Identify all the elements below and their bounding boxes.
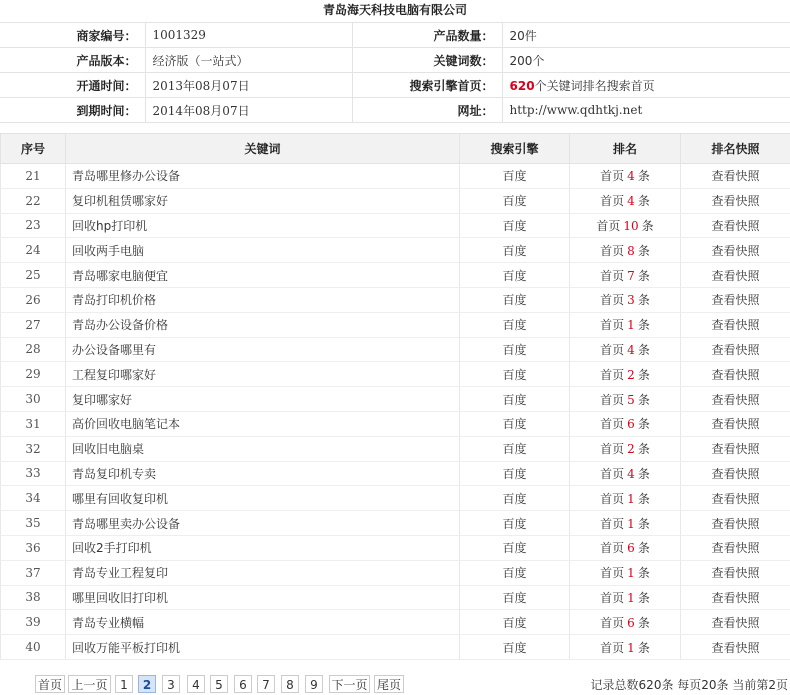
rank-prefix: 首页 xyxy=(600,318,625,333)
col-header-keyword: 关键词 xyxy=(66,134,460,164)
table-row xyxy=(1,635,790,660)
rank-prefix: 首页 xyxy=(596,218,621,233)
table-row xyxy=(1,486,790,511)
row-rank xyxy=(570,535,681,560)
table-row xyxy=(1,387,790,412)
rank-prefix: 首页 xyxy=(600,169,625,184)
row-keyword: 青岛打印机价格 xyxy=(66,287,460,312)
row-engine: 百度 xyxy=(460,461,570,486)
row-engine: 百度 xyxy=(460,610,570,635)
row-keyword: 办公设备哪里有 xyxy=(66,337,460,362)
row-engine: 百度 xyxy=(460,164,570,189)
row-rank xyxy=(570,337,681,362)
rank-count: 6 xyxy=(627,541,635,556)
table-row xyxy=(1,436,790,461)
rank-suffix: 条 xyxy=(637,194,650,209)
view-snapshot-link[interactable]: 查看快照 xyxy=(681,486,790,511)
rank-count: 4 xyxy=(627,342,635,357)
rank-prefix: 首页 xyxy=(600,268,625,283)
rank-count: 6 xyxy=(627,615,635,630)
rank-count: 2 xyxy=(627,442,635,457)
view-snapshot-link[interactable]: 查看快照 xyxy=(681,164,790,189)
rank-prefix: 首页 xyxy=(600,342,625,357)
row-index: 22 xyxy=(1,188,66,213)
rank-suffix: 条 xyxy=(637,541,650,556)
row-keyword: 复印哪家好 xyxy=(66,387,460,412)
rank-count: 1 xyxy=(627,491,635,506)
row-rank xyxy=(570,287,681,312)
col-header-index: 序号 xyxy=(1,134,66,164)
view-snapshot-link[interactable]: 查看快照 xyxy=(681,312,790,337)
rank-suffix: 条 xyxy=(637,417,650,432)
rank-prefix: 首页 xyxy=(600,516,625,531)
rank-suffix: 条 xyxy=(637,466,650,481)
view-snapshot-link[interactable]: 查看快照 xyxy=(681,610,790,635)
search-home-label: 搜索引擎首页： xyxy=(352,73,502,98)
row-keyword: 青岛专业工程复印 xyxy=(66,560,460,585)
rank-count: 1 xyxy=(627,318,635,333)
row-keyword: 青岛哪里卖办公设备 xyxy=(66,511,460,536)
row-rank xyxy=(570,511,681,536)
merchant-id-value: 1001329 xyxy=(145,23,352,48)
row-engine: 百度 xyxy=(460,511,570,536)
row-rank xyxy=(570,635,681,660)
rank-suffix: 条 xyxy=(641,218,654,233)
row-rank xyxy=(570,362,681,387)
website-link[interactable]: http://www.qdhtkj.net xyxy=(502,98,790,123)
rank-count: 3 xyxy=(627,293,635,308)
website-label: 网址： xyxy=(352,98,502,123)
row-engine: 百度 xyxy=(460,387,570,412)
row-engine: 百度 xyxy=(460,362,570,387)
table-row xyxy=(1,461,790,486)
table-row xyxy=(1,585,790,610)
rank-prefix: 首页 xyxy=(600,566,625,581)
merchant-info-table xyxy=(0,22,790,123)
row-rank xyxy=(570,610,681,635)
rank-count: 4 xyxy=(627,466,635,481)
prev-page-button[interactable]: 上一页 xyxy=(68,675,111,693)
row-engine: 百度 xyxy=(460,411,570,436)
row-index: 24 xyxy=(1,238,66,263)
row-index: 29 xyxy=(1,362,66,387)
rank-suffix: 条 xyxy=(637,169,650,184)
row-rank xyxy=(570,411,681,436)
rank-prefix: 首页 xyxy=(600,466,625,481)
table-row xyxy=(1,560,790,585)
page-button-6[interactable]: 6 xyxy=(234,675,252,693)
row-engine: 百度 xyxy=(460,635,570,660)
edition-label: 产品版本： xyxy=(0,48,145,73)
row-engine: 百度 xyxy=(460,238,570,263)
table-row xyxy=(1,337,790,362)
row-keyword: 高价回收电脑笔记本 xyxy=(66,411,460,436)
row-keyword: 回收万能平板打印机 xyxy=(66,635,460,660)
row-keyword: 青岛专业横幅 xyxy=(66,610,460,635)
row-keyword: 哪里回收旧打印机 xyxy=(66,585,460,610)
row-index: 23 xyxy=(1,213,66,238)
rank-suffix: 条 xyxy=(637,342,650,357)
row-index: 26 xyxy=(1,287,66,312)
row-rank xyxy=(570,188,681,213)
row-engine: 百度 xyxy=(460,585,570,610)
page-button-2[interactable]: 2 xyxy=(138,675,156,693)
row-index: 25 xyxy=(1,263,66,288)
row-rank xyxy=(570,387,681,412)
rank-prefix: 首页 xyxy=(600,442,625,457)
row-index: 36 xyxy=(1,535,66,560)
view-snapshot-link[interactable]: 查看快照 xyxy=(681,461,790,486)
product-count-label: 产品数量： xyxy=(352,23,502,48)
row-rank xyxy=(570,560,681,585)
view-snapshot-link[interactable]: 查看快照 xyxy=(681,287,790,312)
rank-suffix: 条 xyxy=(637,318,650,333)
search-home-value xyxy=(502,73,790,98)
rank-count: 5 xyxy=(627,392,635,407)
info-row xyxy=(0,23,790,48)
table-row xyxy=(1,511,790,536)
col-header-snapshot: 排名快照 xyxy=(681,134,790,164)
product-count-value: 20件 xyxy=(502,23,790,48)
row-rank xyxy=(570,436,681,461)
row-engine: 百度 xyxy=(460,263,570,288)
row-rank xyxy=(570,461,681,486)
rank-count: 2 xyxy=(627,367,635,382)
row-index: 40 xyxy=(1,635,66,660)
rank-count: 1 xyxy=(627,566,635,581)
rank-suffix: 条 xyxy=(637,640,650,655)
rank-count: 6 xyxy=(627,417,635,432)
row-index: 34 xyxy=(1,486,66,511)
view-snapshot-link[interactable]: 查看快照 xyxy=(681,560,790,585)
table-row xyxy=(1,188,790,213)
rank-suffix: 条 xyxy=(637,566,650,581)
table-row xyxy=(1,287,790,312)
row-rank xyxy=(570,164,681,189)
search-home-count: 620 xyxy=(509,78,535,93)
page-button-8[interactable]: 8 xyxy=(281,675,299,693)
rank-prefix: 首页 xyxy=(600,392,625,407)
row-keyword: 青岛复印机专卖 xyxy=(66,461,460,486)
page-button-7[interactable]: 7 xyxy=(257,675,275,693)
rank-prefix: 首页 xyxy=(600,590,625,605)
row-engine: 百度 xyxy=(460,337,570,362)
rank-prefix: 首页 xyxy=(600,541,625,556)
rank-prefix: 首页 xyxy=(600,293,625,308)
page-button-5[interactable]: 5 xyxy=(210,675,228,693)
row-keyword: 哪里有回收复印机 xyxy=(66,486,460,511)
rank-prefix: 首页 xyxy=(600,615,625,630)
col-header-engine: 搜索引擎 xyxy=(460,134,570,164)
row-keyword: 工程复印哪家好 xyxy=(66,362,460,387)
row-rank xyxy=(570,213,681,238)
row-index: 31 xyxy=(1,411,66,436)
rank-prefix: 首页 xyxy=(600,194,625,209)
view-snapshot-link[interactable]: 查看快照 xyxy=(681,436,790,461)
table-row xyxy=(1,411,790,436)
row-keyword: 青岛哪家电脑便宜 xyxy=(66,263,460,288)
rank-suffix: 条 xyxy=(637,392,650,407)
keyword-ranking-table xyxy=(0,133,790,660)
view-snapshot-link[interactable]: 查看快照 xyxy=(681,411,790,436)
row-keyword: 回收2手打印机 xyxy=(66,535,460,560)
rank-count: 1 xyxy=(627,640,635,655)
view-snapshot-link[interactable]: 查看快照 xyxy=(681,362,790,387)
row-engine: 百度 xyxy=(460,188,570,213)
last-page-button[interactable]: 尾页 xyxy=(374,675,404,693)
row-index: 35 xyxy=(1,511,66,536)
view-snapshot-link[interactable]: 查看快照 xyxy=(681,535,790,560)
rank-prefix: 首页 xyxy=(600,491,625,506)
row-index: 33 xyxy=(1,461,66,486)
record-summary: 记录总数620条 每页20条 当前第2页 xyxy=(590,678,788,692)
row-index: 38 xyxy=(1,585,66,610)
rank-count: 1 xyxy=(627,516,635,531)
row-keyword: 青岛办公设备价格 xyxy=(66,312,460,337)
view-snapshot-link[interactable]: 查看快照 xyxy=(681,238,790,263)
expire-time-label: 到期时间： xyxy=(0,98,145,123)
table-row xyxy=(1,312,790,337)
table-header-row xyxy=(1,134,790,164)
row-keyword: 回收hp打印机 xyxy=(66,213,460,238)
first-page-button[interactable]: 首页 xyxy=(35,675,65,693)
row-engine: 百度 xyxy=(460,436,570,461)
view-snapshot-link[interactable]: 查看快照 xyxy=(681,188,790,213)
table-row xyxy=(1,213,790,238)
rank-suffix: 条 xyxy=(637,615,650,630)
view-snapshot-link[interactable]: 查看快照 xyxy=(681,635,790,660)
view-snapshot-link[interactable]: 查看快照 xyxy=(681,213,790,238)
rank-suffix: 条 xyxy=(637,268,650,283)
row-rank xyxy=(570,263,681,288)
row-rank xyxy=(570,486,681,511)
row-keyword: 青岛哪里修办公设备 xyxy=(66,164,460,189)
row-index: 28 xyxy=(1,337,66,362)
rank-suffix: 条 xyxy=(637,590,650,605)
info-row xyxy=(0,98,790,123)
rank-count: 1 xyxy=(627,590,635,605)
page-button-3[interactable]: 3 xyxy=(162,675,180,693)
keyword-count-label: 关键词数： xyxy=(352,48,502,73)
row-index: 27 xyxy=(1,312,66,337)
rank-prefix: 首页 xyxy=(600,417,625,432)
page-button-1[interactable]: 1 xyxy=(115,675,133,693)
table-row xyxy=(1,238,790,263)
row-engine: 百度 xyxy=(460,287,570,312)
rank-count: 4 xyxy=(627,194,635,209)
view-snapshot-link[interactable]: 查看快照 xyxy=(681,511,790,536)
view-snapshot-link[interactable]: 查看快照 xyxy=(681,387,790,412)
rank-suffix: 条 xyxy=(637,243,650,258)
row-keyword: 复印机租赁哪家好 xyxy=(66,188,460,213)
info-row xyxy=(0,48,790,73)
keyword-count-value: 200个 xyxy=(502,48,790,73)
row-keyword: 回收旧电脑桌 xyxy=(66,436,460,461)
row-engine: 百度 xyxy=(460,213,570,238)
rank-count: 4 xyxy=(627,169,635,184)
row-rank xyxy=(570,312,681,337)
rank-prefix: 首页 xyxy=(600,367,625,382)
table-row xyxy=(1,535,790,560)
edition-value: 经济版（一站式） xyxy=(145,48,352,73)
table-row xyxy=(1,263,790,288)
page-button-9[interactable]: 9 xyxy=(305,675,323,693)
row-engine: 百度 xyxy=(460,535,570,560)
row-index: 37 xyxy=(1,560,66,585)
row-index: 30 xyxy=(1,387,66,412)
next-page-button[interactable]: 下一页 xyxy=(329,675,370,693)
company-title: 青岛海天科技电脑有限公司 xyxy=(322,3,467,17)
page-button-4[interactable]: 4 xyxy=(187,675,205,693)
row-index: 39 xyxy=(1,610,66,635)
expire-time-value: 2014年08月07日 xyxy=(145,98,352,123)
table-row xyxy=(1,362,790,387)
row-rank xyxy=(570,585,681,610)
rank-prefix: 首页 xyxy=(600,243,625,258)
table-row xyxy=(1,610,790,635)
row-engine: 百度 xyxy=(460,312,570,337)
rank-count: 8 xyxy=(627,243,635,258)
row-index: 32 xyxy=(1,436,66,461)
rank-suffix: 条 xyxy=(637,367,650,382)
open-time-value: 2013年08月07日 xyxy=(145,73,352,98)
row-engine: 百度 xyxy=(460,560,570,585)
table-row xyxy=(1,164,790,189)
info-row xyxy=(0,73,790,98)
row-rank xyxy=(570,238,681,263)
search-home-text: 个关键词排名搜索首页 xyxy=(534,78,655,93)
row-keyword: 回收两手电脑 xyxy=(66,238,460,263)
view-snapshot-link[interactable]: 查看快照 xyxy=(681,263,790,288)
rank-prefix: 首页 xyxy=(600,640,625,655)
rank-count: 10 xyxy=(623,218,639,233)
view-snapshot-link[interactable]: 查看快照 xyxy=(681,585,790,610)
merchant-id-label: 商家编号： xyxy=(0,23,145,48)
view-snapshot-link[interactable]: 查看快照 xyxy=(681,337,790,362)
rank-suffix: 条 xyxy=(637,516,650,531)
rank-count: 7 xyxy=(627,268,635,283)
row-engine: 百度 xyxy=(460,486,570,511)
rank-suffix: 条 xyxy=(637,442,650,457)
pagination xyxy=(0,674,790,695)
open-time-label: 开通时间： xyxy=(0,73,145,98)
row-index: 21 xyxy=(1,164,66,189)
rank-suffix: 条 xyxy=(637,293,650,308)
rank-suffix: 条 xyxy=(637,491,650,506)
col-header-rank: 排名 xyxy=(570,134,681,164)
